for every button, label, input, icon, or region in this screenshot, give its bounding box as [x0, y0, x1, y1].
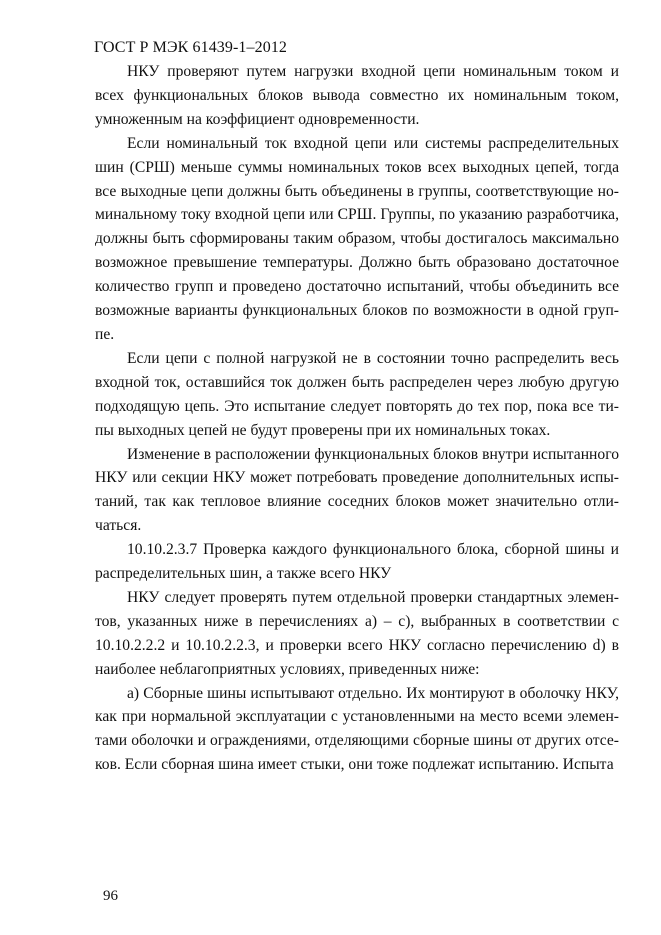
document-body: [95, 60, 619, 777]
page-number: 96: [103, 888, 118, 904]
paragraph-block-arrangement: Изменение в расположении функциональных блоков внутри испытанного НКУ или секции НКУ может потребовать проведение дополнительных испытаний, так как тепловое влияние соседних блоков может значительно отличаться.: [95, 445, 619, 535]
standard-header: ГОСТ Р МЭК 61439-1–2012: [94, 39, 288, 56]
list-item-a-busbars: а) Сборные шины испытывают отдельно. Их монтируют в оболочку НКУ, как при нормальной эксплуатации с установленными на место всеми элементами оболочки и ограждениями, отделяющими сборные шины от других отсеков. Если сборная шина имеет стыки, они тоже подлежат испытанию. Испыта: [95, 684, 619, 774]
paragraph-element-verification: НКУ следует проверять путем отдельной проверки стандартных элементов, указанных ниже в перечислениях а) – с), выбранных в соответствии с 10.10.2.2.2 и 10.10.2.2.3, и проверки всего НКУ согласно перечислению d) в наиболее неблагоприятных условиях, приведенных ниже:: [95, 588, 619, 678]
paragraph-nku-load-test: НКУ проверяют путем нагрузки входной цепи номинальным током и всех функциональных блоков вывода совместно их номинальным током, умноженным на коэффициент одновременности.: [95, 63, 619, 128]
clause-heading-10-10-2-3-7: 10.10.2.3.7 Проверка каждого функционального блока, сборной шины и распределительных шин, а также всего НКУ: [95, 541, 619, 583]
paragraph-current-distribution: Если цепи с полной нагрузкой не в состоянии точно распределить весь входной ток, оставшийся ток должен быть распределен через любую другую подходящую цепь. Это испытание следует повторять до тех пор, пока все типы выходных цепей не будут проверены при их номинальных токах.: [95, 349, 619, 439]
paragraph-output-groups: Если номинальный ток входной цепи или системы распределительных шин (СРШ) меньше суммы номинальных токов всех выходных цепей, тогда все выходные цепи должны быть объединены в группы, соответствующие номинальному току входной цепи или СРШ. Группы, по указанию разработчика, должны быть сформированы таким образом, чтобы достигалось максимально возможное превышение температуры. Должно быть образовано достаточное количество групп и проведено достаточно испытаний, чтобы объединить все возможные варианты функциональных блоков по возможности в одной группе.: [95, 134, 619, 343]
